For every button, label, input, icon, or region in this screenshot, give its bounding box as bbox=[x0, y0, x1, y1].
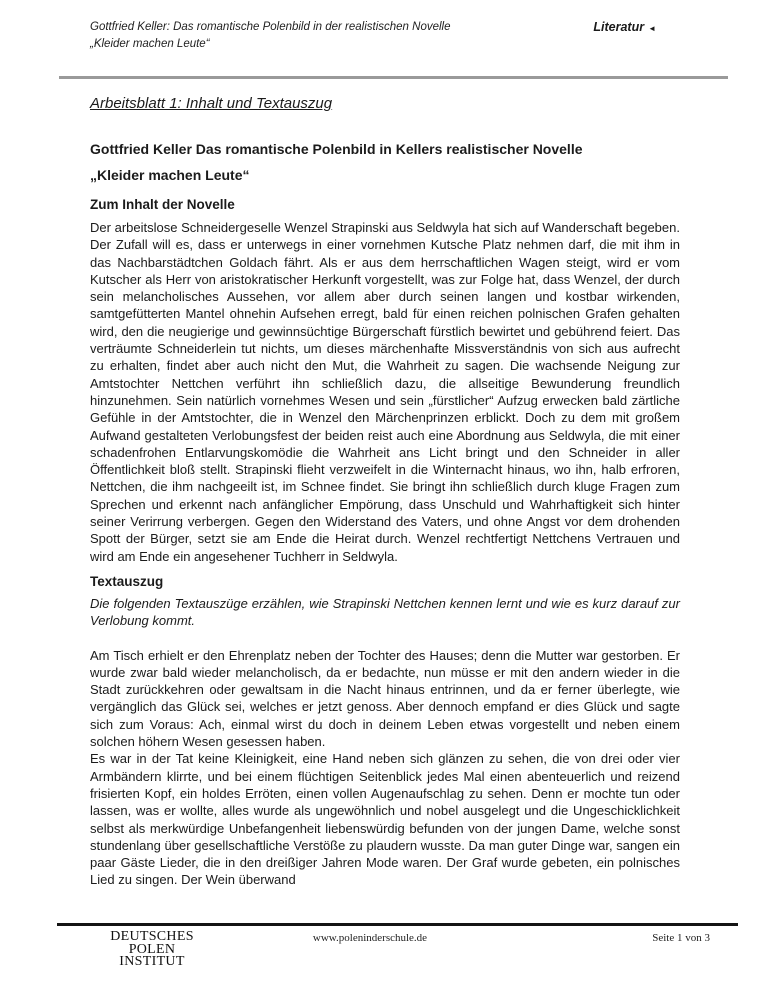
left-arrow-icon: ◄ bbox=[648, 24, 656, 33]
excerpt-paragraph-1: Am Tisch erhielt er den Ehrenplatz neben der Tochter des Hauses; denn die Mutter war gestorben. Er wurde zwar bald wieder melancholisch, da er bedachte, nun müsse er mit den andern wieder in die Stadt zurückkehren oder gewaltsam in die Nacht hinaus entrinnen, und da er ferner überlegte, wie vergänglich das Glück sei, welches er jetzt genoss. Aber dennoch empfand er dies Glück und sagte sich zum Voraus: Ach, einmal wirst du doch in deinem Leben etwas vorgestellt und neben einem solchen höhern Wesen gesessen haben. bbox=[90, 647, 680, 750]
logo-line-1: DEUTSCHES bbox=[110, 929, 194, 944]
summary-paragraph: Der arbeitslose Schneidergeselle Wenzel Strapinski aus Seldwyla hat sich auf Wanderschaft begeben. Der Zufall will es, dass er unterwegs in einer vornehmen Kutsche Platz nehmen darf, die mit ihm in das Nachbarstädtchen Goldach fährt. Als er aus dem herrschaftlichen Wagen steigt, wird er vom Kutscher als Herr von aristokratischer Herkunft vorgestellt, was zur Folge hat, dass Wenzel, der durch sein melancholisches Aussehen, vor allem aber durch seinen langen und kostbar wirkenden, samtgefütterten Mantel ohnehin Aufsehen erregt, bald für einen reichen polnischen Grafen gehalten wird, den die neugierige und gewinnsüchtige Bürgerschaft fürstlich bewirtet und gebührend feiert. Das verträumte Schneiderlein tut nichts, um dieses märchenhafte Missverständnis von sich aus aufrecht zu erhalten, findet aber auch nicht den Mut, die Wahrheit zu sagen. Die wachsende Neigung zur Amtstochter Nettchen verführt ihn schließlich dazu, die allseitige Bewunderung freundlich hinzunehmen. Sein natürlich vornehmes Wesen und sein „fürstlicher“ Aufzug erwecken bald zärtliche Gefühle in der Amtstochter, die in Wenzel den Märchenprinzen erblickt. Doch zu dem mit großem Aufwand gestalteten Verlobungsfest der beiden reist auch eine Abordnung aus Seldwyla, die mit einer schadenfrohen Entlarvungskomödie die Wahrheit ans Licht bringt und den Schneider in aller Öffentlichkeit bloß stellt. Strapinski flieht verzweifelt in die Winternacht hinaus, wo ihn, halb erfroren, Nettchen, die ihm nachgeeilt ist, im Schnee findet. Sie bringt ihn schließlich durch kluge Fragen zum Sprechen und erkennt nach anfänglicher Empörung, dass Unschuld und Wahrhaftigkeit sich hinter seiner Verirrung verbergen. Gegen den Widerstand des Vaters, und ohne Angst vor dem drohenden Spott der Bürger, setzt sie am Ende die Heirat durch. Wenzel rechtfertigt Nettchens Vertrauen und wird am Ende ein angesehener Tuchherr in Seldwyla. bbox=[90, 220, 680, 564]
document-title-line1: Gottfried Keller Das romantische Polenbild in Kellers realistischer Novelle bbox=[90, 141, 583, 157]
footer-website: www.poleninderschule.de bbox=[312, 932, 428, 944]
section-label-text: Literatur bbox=[593, 20, 645, 34]
logo-line-3: INSTITUT bbox=[119, 954, 185, 969]
header-course-title bbox=[90, 19, 451, 53]
page-footer bbox=[0, 923, 768, 994]
document-title-line2: „Kleider machen Leute“ bbox=[90, 167, 250, 183]
summary-heading: Zum Inhalt der Novelle bbox=[90, 197, 235, 212]
document-title bbox=[90, 136, 680, 188]
logo-line-2: POLEN bbox=[128, 941, 176, 957]
excerpt-intro: Die folgenden Textauszüge erzählen, wie Strapinski Nettchen kennen lernt und wie es kurz darauf zur Verlobung kommt. bbox=[90, 595, 680, 629]
excerpt-text bbox=[90, 647, 680, 889]
page-header bbox=[0, 0, 768, 53]
header-course-line2: „Kleider machen Leute“ bbox=[90, 38, 210, 50]
excerpt-paragraph-2: Es war in der Tat keine Kleinigkeit, eine Hand neben sich glänzen zu sehen, die von drei oder vier Armbändern klirrte, und bei einem flüchtigen Seitenblick jedes Mal einen abenteuerlich und reizend frisierten Kopf, ein holdes Erröten, einen vollen Augenaufschlag zu sehen. Denn er mochte tun oder lassen, was er wollte, alles wurde als ungewöhnlich und nobel ausgelegt und die Ungeschicklichkeit selbst als merkwürdige Unbefangenheit liebenswürdig befunden von der jungen Dame, welche sonst stundenlang über gesellschaftliche Verstöße zu plaudern wusste. Da man guter Dinge war, sangen ein paar Gäste Lieder, die in den dreißiger Jahren Mode waren. Der Graf wurde gebeten, ein polnisches Lied zu singen. Der Wein überwand bbox=[90, 751, 680, 888]
header-divider bbox=[59, 76, 728, 79]
header-section-label bbox=[593, 19, 656, 36]
worksheet-title: Arbeitsblatt 1: Inhalt und Textauszug bbox=[90, 95, 333, 112]
excerpt-heading: Textauszug bbox=[90, 573, 164, 589]
footer-page-number: Seite 1 von 3 bbox=[652, 932, 710, 944]
header-course-line1: Gottfried Keller: Das romantische Polenbild in der realistischen Novelle bbox=[90, 21, 451, 33]
footer-divider bbox=[57, 923, 738, 926]
